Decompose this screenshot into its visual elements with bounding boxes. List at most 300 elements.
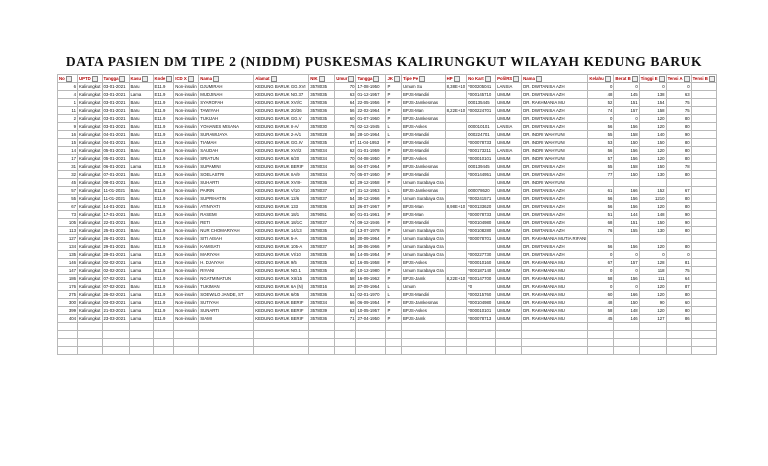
table-cell[interactable]: Umum Surabaya Gra — [402, 244, 444, 249]
table-cell[interactable]: 74 — [588, 107, 614, 115]
table-cell[interactable]: E11.9 — [153, 131, 174, 139]
table-cell[interactable]: E11.9 — [153, 267, 174, 275]
table-cell[interactable] — [445, 139, 467, 147]
table-cell[interactable]: Non-insulin — [175, 140, 197, 145]
table-cell[interactable]: *000104980 — [467, 219, 496, 227]
table-cell[interactable]: Kalirungkut — [79, 172, 101, 177]
table-cell[interactable]: BPJS-Mandiri — [401, 171, 445, 179]
table-cell[interactable]: KEDUNG BARUK GG.V — [254, 115, 309, 123]
table-cell[interactable]: 156 — [614, 155, 639, 163]
table-cell[interactable]: 60 — [335, 211, 356, 219]
table-cell[interactable]: *000010101 — [467, 307, 496, 315]
filter-dropdown-icon[interactable] — [513, 76, 519, 82]
table-cell[interactable] — [666, 323, 691, 331]
table-cell[interactable] — [445, 323, 467, 331]
table-cell[interactable]: 16-09-1962 — [356, 275, 386, 283]
table-cell[interactable]: 0 — [666, 83, 691, 91]
table-cell[interactable]: P — [386, 275, 402, 283]
table-cell[interactable]: 000078620 — [467, 187, 496, 195]
table-cell[interactable]: KEDUNG BARUK 6A (N) — [254, 283, 309, 291]
table-cell[interactable]: Non-insulin — [175, 220, 197, 225]
table-cell[interactable]: 0 — [588, 283, 614, 291]
table-cell[interactable]: 45 — [58, 179, 78, 187]
table-cell[interactable] — [335, 339, 356, 347]
table-cell[interactable]: Kalirungkut — [79, 132, 101, 137]
table-cell[interactable]: 3578036 — [309, 235, 335, 243]
table-cell[interactable]: 113 — [58, 227, 78, 235]
table-cell[interactable]: Non-insulin — [175, 180, 197, 185]
table-cell[interactable]: 130 — [639, 171, 666, 179]
table-cell[interactable]: 73 — [58, 211, 78, 219]
table-cell[interactable]: *000078733 — [467, 211, 496, 219]
filter-dropdown-icon[interactable] — [319, 76, 325, 82]
filter-dropdown-icon[interactable] — [373, 76, 379, 82]
table-cell[interactable]: 01-07-1960 — [356, 115, 386, 123]
table-cell[interactable]: 57 — [58, 187, 78, 195]
column-header[interactable] — [639, 75, 666, 83]
table-cell[interactable] — [691, 115, 716, 123]
table-cell[interactable]: UMUM — [496, 203, 522, 211]
table-cell[interactable]: 3578035 — [309, 227, 335, 235]
filter-dropdown-icon[interactable] — [92, 76, 98, 82]
table-cell[interactable]: SUNARTI — [199, 307, 254, 315]
table-cell[interactable] — [174, 347, 199, 355]
table-cell[interactable]: 150 — [614, 139, 639, 147]
table-cell[interactable]: SUTIYAH — [199, 299, 254, 307]
table-cell[interactable] — [309, 347, 335, 355]
filter-dropdown-icon[interactable] — [709, 76, 715, 82]
table-cell[interactable]: P — [386, 107, 402, 115]
table-cell[interactable]: 4 — [58, 91, 78, 99]
table-cell[interactable] — [691, 211, 716, 219]
table-cell[interactable] — [614, 331, 639, 339]
table-cell[interactable]: 32 — [58, 171, 78, 179]
table-cell[interactable]: DR. DWITANISA AZH — [522, 163, 588, 171]
table-cell[interactable]: 3578037 — [309, 195, 335, 203]
table-cell[interactable]: 000224701 — [467, 131, 496, 139]
table-cell[interactable]: 81 — [666, 259, 691, 267]
filter-dropdown-icon[interactable] — [659, 76, 665, 82]
table-cell[interactable]: 16 — [58, 131, 78, 139]
table-cell[interactable] — [639, 331, 666, 339]
table-cell[interactable]: 8,22E+10 — [446, 108, 466, 113]
table-cell[interactable]: 000010101 — [467, 123, 496, 131]
table-cell[interactable] — [356, 331, 386, 339]
table-row[interactable] — [58, 291, 717, 299]
table-cell[interactable]: E11.9 — [153, 227, 174, 235]
table-cell[interactable]: MARIYAH — [199, 251, 254, 259]
table-cell[interactable]: Umum Su — [401, 83, 445, 91]
table-cell[interactable]: 155 — [614, 227, 639, 235]
table-cell[interactable]: 1 — [58, 99, 78, 107]
table-cell[interactable]: 275 — [58, 291, 78, 299]
table-cell[interactable]: 05-01-2021 — [102, 155, 129, 163]
table-cell[interactable] — [356, 323, 386, 331]
table-cell[interactable]: DR. DWITANISA AZH — [522, 107, 588, 115]
table-cell[interactable]: 60 — [588, 291, 614, 299]
table-cell[interactable]: 57 — [588, 155, 614, 163]
table-cell[interactable]: 27-09-1964 — [356, 283, 386, 291]
table-cell[interactable]: 3578036 — [309, 291, 335, 299]
column-header[interactable] — [445, 75, 467, 83]
table-cell[interactable] — [129, 323, 153, 331]
table-cell[interactable] — [691, 267, 716, 275]
table-cell[interactable]: E11.9 — [153, 219, 174, 227]
table-cell[interactable] — [639, 339, 666, 347]
table-cell[interactable] — [691, 123, 716, 131]
table-cell[interactable]: 2 — [58, 115, 78, 123]
table-cell[interactable]: Baru — [129, 99, 153, 107]
table-cell[interactable]: *000205041 — [467, 83, 496, 91]
table-cell[interactable] — [153, 339, 174, 347]
table-cell[interactable]: Kalirungkut — [79, 204, 101, 209]
table-cell[interactable]: 404 — [58, 315, 78, 323]
table-cell[interactable]: BPJS-Jamkesmas — [401, 115, 445, 123]
table-cell[interactable] — [445, 187, 467, 195]
table-cell[interactable]: KEDUNG BARUK 9/5 — [254, 259, 309, 267]
table-cell[interactable]: E11.9 — [153, 299, 174, 307]
table-cell[interactable] — [78, 323, 103, 331]
table-cell[interactable]: 3578034 — [309, 163, 335, 171]
table-cell[interactable]: 68 — [588, 219, 614, 227]
table-cell[interactable]: E11.9 — [153, 147, 174, 155]
table-cell[interactable]: 3578035 — [309, 267, 335, 275]
table-cell[interactable]: 29-12-1958 — [356, 179, 386, 187]
table-cell[interactable]: DR. DWITANISA AZH — [522, 123, 588, 131]
table-row[interactable] — [58, 187, 717, 195]
table-cell[interactable]: 02-02-2021 — [102, 259, 129, 267]
table-cell[interactable] — [691, 139, 716, 147]
table-cell[interactable]: KEDUNG BARUK NO.37 — [254, 91, 309, 99]
table-cell[interactable]: BPJS-Jamk — [401, 315, 445, 323]
table-cell[interactable]: 0 — [639, 251, 666, 259]
table-cell[interactable]: DR. INDRI WAHYUNI — [522, 155, 588, 163]
table-cell[interactable]: Kalirungkut — [79, 228, 101, 233]
table-cell[interactable]: E11.9 — [153, 283, 174, 291]
table-cell[interactable]: *000010160 — [467, 259, 496, 267]
table-cell[interactable]: 31-12-1953 — [356, 187, 386, 195]
table-cell[interactable]: 151 — [614, 99, 639, 107]
table-cell[interactable]: 80 — [666, 203, 691, 211]
table-cell[interactable]: Non-insulin — [175, 316, 197, 321]
table-cell[interactable]: 0 — [614, 115, 639, 123]
table-cell[interactable] — [445, 131, 467, 139]
table-cell[interactable]: L — [386, 283, 402, 291]
table-cell[interactable] — [691, 107, 716, 115]
table-cell[interactable]: KEDUNG BARUK BERIF — [254, 307, 309, 315]
table-cell[interactable]: 0 — [614, 83, 639, 91]
table-cell[interactable] — [691, 179, 716, 187]
table-cell[interactable]: 62 — [335, 147, 356, 155]
table-cell[interactable]: Lama — [129, 163, 153, 171]
table-cell[interactable]: 11 — [58, 107, 78, 115]
table-cell[interactable]: Baru — [129, 131, 153, 139]
column-header[interactable] — [467, 75, 496, 83]
table-cell[interactable]: Kalirungkut — [79, 148, 101, 153]
table-cell[interactable]: Kalirungkut — [79, 252, 101, 257]
table-cell[interactable]: DR. RAKHMANIA MU — [522, 291, 588, 299]
table-cell[interactable]: 120 — [639, 115, 666, 123]
table-cell[interactable]: 86 — [666, 315, 691, 323]
table-cell[interactable]: P — [386, 267, 402, 275]
table-cell[interactable] — [467, 347, 496, 355]
table-cell[interactable]: 03-01-2021 — [102, 115, 129, 123]
table-cell[interactable]: 157 — [614, 259, 639, 267]
table-cell[interactable] — [691, 243, 716, 251]
table-cell[interactable]: 144 — [614, 211, 639, 219]
table-cell[interactable] — [102, 347, 129, 355]
table-cell[interactable] — [445, 115, 467, 123]
table-cell[interactable]: Baru — [129, 283, 153, 291]
table-cell[interactable] — [174, 331, 199, 339]
table-cell[interactable] — [666, 179, 691, 187]
table-cell[interactable]: LANSIA — [496, 123, 522, 131]
table-cell[interactable]: 90 — [666, 219, 691, 227]
table-cell[interactable] — [445, 251, 467, 259]
table-cell[interactable]: E11.9 — [153, 91, 174, 99]
table-cell[interactable]: MUDJINAH — [199, 91, 254, 99]
table-cell[interactable] — [588, 347, 614, 355]
column-header[interactable] — [522, 75, 588, 83]
table-cell[interactable]: LANSIA — [496, 83, 522, 91]
table-cell[interactable] — [666, 347, 691, 355]
table-cell[interactable]: E11.9 — [153, 123, 174, 131]
table-cell[interactable]: 17-01-2021 — [102, 211, 129, 219]
table-cell[interactable]: 156 — [614, 275, 639, 283]
table-cell[interactable]: P — [386, 315, 402, 323]
table-cell[interactable] — [78, 339, 103, 347]
table-cell[interactable]: 87 — [666, 283, 691, 291]
table-cell[interactable]: H. DJAIYAH — [199, 259, 254, 267]
table-cell[interactable]: 150 — [614, 171, 639, 179]
table-cell[interactable]: Kalirungkut — [79, 316, 101, 321]
table-row[interactable] — [58, 227, 717, 235]
table-cell[interactable]: 04-07-1964 — [356, 163, 386, 171]
table-cell[interactable]: 156 — [614, 203, 639, 211]
table-cell[interactable]: NUR CHOMARIYAH — [199, 227, 254, 235]
table-cell[interactable]: BPJS-Man — [401, 107, 445, 115]
table-cell[interactable]: Lama — [129, 259, 153, 267]
table-cell[interactable]: DR. DWITANISA AZH — [522, 219, 588, 227]
table-cell[interactable]: DR. RAKHMANIA MU — [522, 315, 588, 323]
table-cell[interactable]: 3578036 — [309, 107, 335, 115]
table-cell[interactable]: UMUM — [496, 107, 522, 115]
table-cell[interactable]: KEDUNG BARUK XII/15 — [254, 275, 309, 283]
table-cell[interactable]: 26-01-2021 — [102, 235, 129, 243]
table-cell[interactable] — [691, 155, 716, 163]
table-cell[interactable]: 75 — [666, 99, 691, 107]
table-cell[interactable]: 56 — [335, 235, 356, 243]
table-cell[interactable]: BPJS-Askes — [401, 307, 445, 315]
table-cell[interactable]: 148 — [614, 307, 639, 315]
table-cell[interactable] — [335, 323, 356, 331]
table-cell[interactable]: 3578036 — [309, 203, 335, 211]
table-cell[interactable]: Non-insulin — [175, 268, 197, 273]
table-cell[interactable]: 05-01-2021 — [102, 147, 129, 155]
table-row[interactable] — [58, 131, 717, 139]
table-cell[interactable]: 07-02-2021 — [102, 275, 129, 283]
table-cell[interactable]: E11.9 — [153, 307, 174, 315]
table-cell[interactable]: 29-01-2021 — [102, 251, 129, 259]
table-cell[interactable]: 105 — [58, 219, 78, 227]
table-cell[interactable] — [588, 339, 614, 347]
table-cell[interactable] — [445, 347, 467, 355]
table-row[interactable] — [58, 211, 717, 219]
table-cell[interactable] — [445, 227, 467, 235]
table-cell[interactable]: TUKIJAH — [199, 115, 254, 123]
table-cell[interactable]: 158 — [614, 163, 639, 171]
table-cell[interactable]: DR. INDRI WAHYUNI — [522, 179, 588, 187]
table-cell[interactable] — [467, 323, 496, 331]
table-cell[interactable]: Baru — [129, 107, 153, 115]
column-header[interactable] — [78, 75, 103, 83]
table-cell[interactable] — [129, 331, 153, 339]
table-cell[interactable]: DR. DWITANISA AZH — [522, 243, 588, 251]
table-cell[interactable]: 10-12-1980 — [356, 267, 386, 275]
table-cell[interactable]: 01-01-1959 — [356, 147, 386, 155]
table-cell[interactable]: 3578037 — [309, 243, 335, 251]
table-cell[interactable]: 15 — [58, 139, 78, 147]
table-cell[interactable]: UMUM — [496, 283, 522, 291]
table-cell[interactable]: 152 — [639, 187, 666, 195]
table-row[interactable] — [58, 243, 717, 251]
table-cell[interactable] — [467, 339, 496, 347]
table-cell[interactable]: E11.9 — [153, 163, 174, 171]
table-cell[interactable] — [445, 123, 467, 131]
table-cell[interactable]: E11.9 — [153, 203, 174, 211]
table-cell[interactable]: BPJS-Askes — [401, 123, 445, 131]
table-cell[interactable]: Lama — [129, 291, 153, 299]
table-cell[interactable]: 63 — [666, 91, 691, 99]
table-cell[interactable]: 56 — [588, 243, 614, 251]
table-cell[interactable]: Lama — [129, 275, 153, 283]
table-cell[interactable]: Non-insulin — [175, 308, 197, 313]
table-cell[interactable]: 56 — [588, 195, 614, 203]
table-cell[interactable]: UMUM — [496, 91, 522, 99]
table-cell[interactable]: SITI AISAH — [199, 235, 254, 243]
table-cell[interactable]: Umum Surabaya Gra — [402, 236, 444, 241]
table-cell[interactable]: UMUM — [496, 139, 522, 147]
table-cell[interactable]: UMUM — [496, 155, 522, 163]
table-cell[interactable] — [691, 83, 716, 91]
table-cell[interactable]: Non-insulin — [175, 244, 197, 249]
filter-dropdown-icon[interactable] — [348, 76, 354, 82]
table-cell[interactable] — [102, 339, 129, 347]
column-header[interactable] — [153, 75, 174, 83]
table-row[interactable] — [58, 147, 717, 155]
table-cell[interactable]: UMUM — [496, 227, 522, 235]
table-row[interactable] — [58, 171, 717, 179]
table-cell[interactable]: Baru — [129, 203, 153, 211]
table-cell[interactable]: 3578036 — [309, 179, 335, 187]
table-cell[interactable]: KEDUNG BARUK XVI/C — [254, 99, 309, 107]
table-cell[interactable] — [496, 347, 522, 355]
table-cell[interactable]: 150 — [639, 219, 666, 227]
table-cell[interactable]: L — [386, 187, 402, 195]
table-cell[interactable]: P — [386, 235, 402, 243]
table-cell[interactable] — [467, 243, 496, 251]
table-cell[interactable] — [445, 291, 467, 299]
table-row[interactable] — [58, 115, 717, 123]
table-cell[interactable]: 03-01-2021 — [102, 91, 129, 99]
table-cell[interactable]: Baru — [129, 235, 153, 243]
table-row[interactable] — [58, 307, 717, 315]
table-cell[interactable]: 0 — [614, 251, 639, 259]
table-cell[interactable]: BPJS-Man — [401, 211, 445, 219]
table-cell[interactable]: 000135445 — [467, 99, 496, 107]
table-cell[interactable]: 9 — [58, 123, 78, 131]
table-cell[interactable]: BPJS-Mandiri — [401, 219, 445, 227]
table-cell[interactable]: 40 — [335, 267, 356, 275]
table-cell[interactable] — [58, 323, 78, 331]
table-cell[interactable]: UMUM — [496, 307, 522, 315]
table-cell[interactable]: Kalirungkut — [79, 108, 101, 113]
table-cell[interactable]: Kalirungkut — [79, 140, 101, 145]
table-cell[interactable]: BPJS-Jamkesmas — [401, 187, 445, 195]
table-cell[interactable]: 13-07-1978 — [356, 227, 386, 235]
table-cell[interactable]: Non-insulin — [175, 172, 197, 177]
table-cell[interactable]: SUPRIHATIN — [199, 195, 254, 203]
table-cell[interactable]: 1210 — [639, 195, 666, 203]
table-cell[interactable]: 23-03-2021 — [102, 315, 129, 323]
table-cell[interactable]: Non-insulin — [175, 284, 197, 289]
table-cell[interactable]: E11.9 — [153, 115, 174, 123]
table-cell[interactable]: 56 — [588, 147, 614, 155]
table-cell[interactable]: 64 — [335, 99, 356, 107]
table-cell[interactable]: KAMISATI — [199, 243, 254, 251]
table-cell[interactable]: 127 — [58, 235, 78, 243]
table-cell[interactable] — [58, 331, 78, 339]
table-cell[interactable]: DR. INDRI WAHYUNI — [522, 139, 588, 147]
table-cell[interactable]: 111 — [639, 275, 666, 283]
table-cell[interactable]: 8,38E+10 — [446, 84, 466, 89]
table-row[interactable] — [58, 203, 717, 211]
table-cell[interactable]: 71 — [335, 315, 356, 323]
table-cell[interactable] — [467, 115, 496, 123]
column-header[interactable] — [386, 75, 402, 83]
table-cell[interactable]: 58 — [335, 275, 356, 283]
table-cell[interactable]: Kalirungkut — [79, 100, 101, 105]
table-cell[interactable]: KEDUNG BARUK 133 — [254, 203, 309, 211]
table-cell[interactable]: E11.9 — [153, 275, 174, 283]
table-cell[interactable]: 01-12-1957 — [356, 91, 386, 99]
table-cell[interactable]: PAIRIN — [199, 187, 254, 195]
table-cell[interactable]: 3579051 — [309, 211, 335, 219]
table-cell[interactable]: Kalirungkut — [79, 284, 101, 289]
table-cell[interactable]: P — [386, 251, 402, 259]
table-cell[interactable]: 67 — [335, 139, 356, 147]
table-row[interactable] — [58, 155, 717, 163]
table-cell[interactable]: UMUM — [496, 243, 522, 251]
table-cell[interactable]: 56 — [335, 163, 356, 171]
table-cell[interactable]: *000224701 — [467, 107, 496, 115]
table-cell[interactable]: 150 — [639, 139, 666, 147]
table-cell[interactable]: 156 — [614, 147, 639, 155]
table-cell[interactable]: 60 — [335, 115, 356, 123]
table-cell[interactable]: 157 — [614, 107, 639, 115]
table-cell[interactable]: KEDUNG BARUK V/10 — [254, 187, 309, 195]
table-cell[interactable]: 75 — [666, 267, 691, 275]
table-cell[interactable]: 03-01-2021 — [102, 123, 129, 131]
table-cell[interactable] — [309, 339, 335, 347]
table-cell[interactable] — [522, 331, 588, 339]
table-cell[interactable]: KEDUNG BARUK GG.IV — [254, 139, 309, 147]
table-cell[interactable]: KEDUNG BARUK BERIF — [254, 315, 309, 323]
table-cell[interactable] — [445, 283, 467, 291]
table-cell[interactable]: 148 — [639, 211, 666, 219]
table-cell[interactable] — [445, 315, 467, 323]
table-cell[interactable] — [445, 91, 467, 99]
